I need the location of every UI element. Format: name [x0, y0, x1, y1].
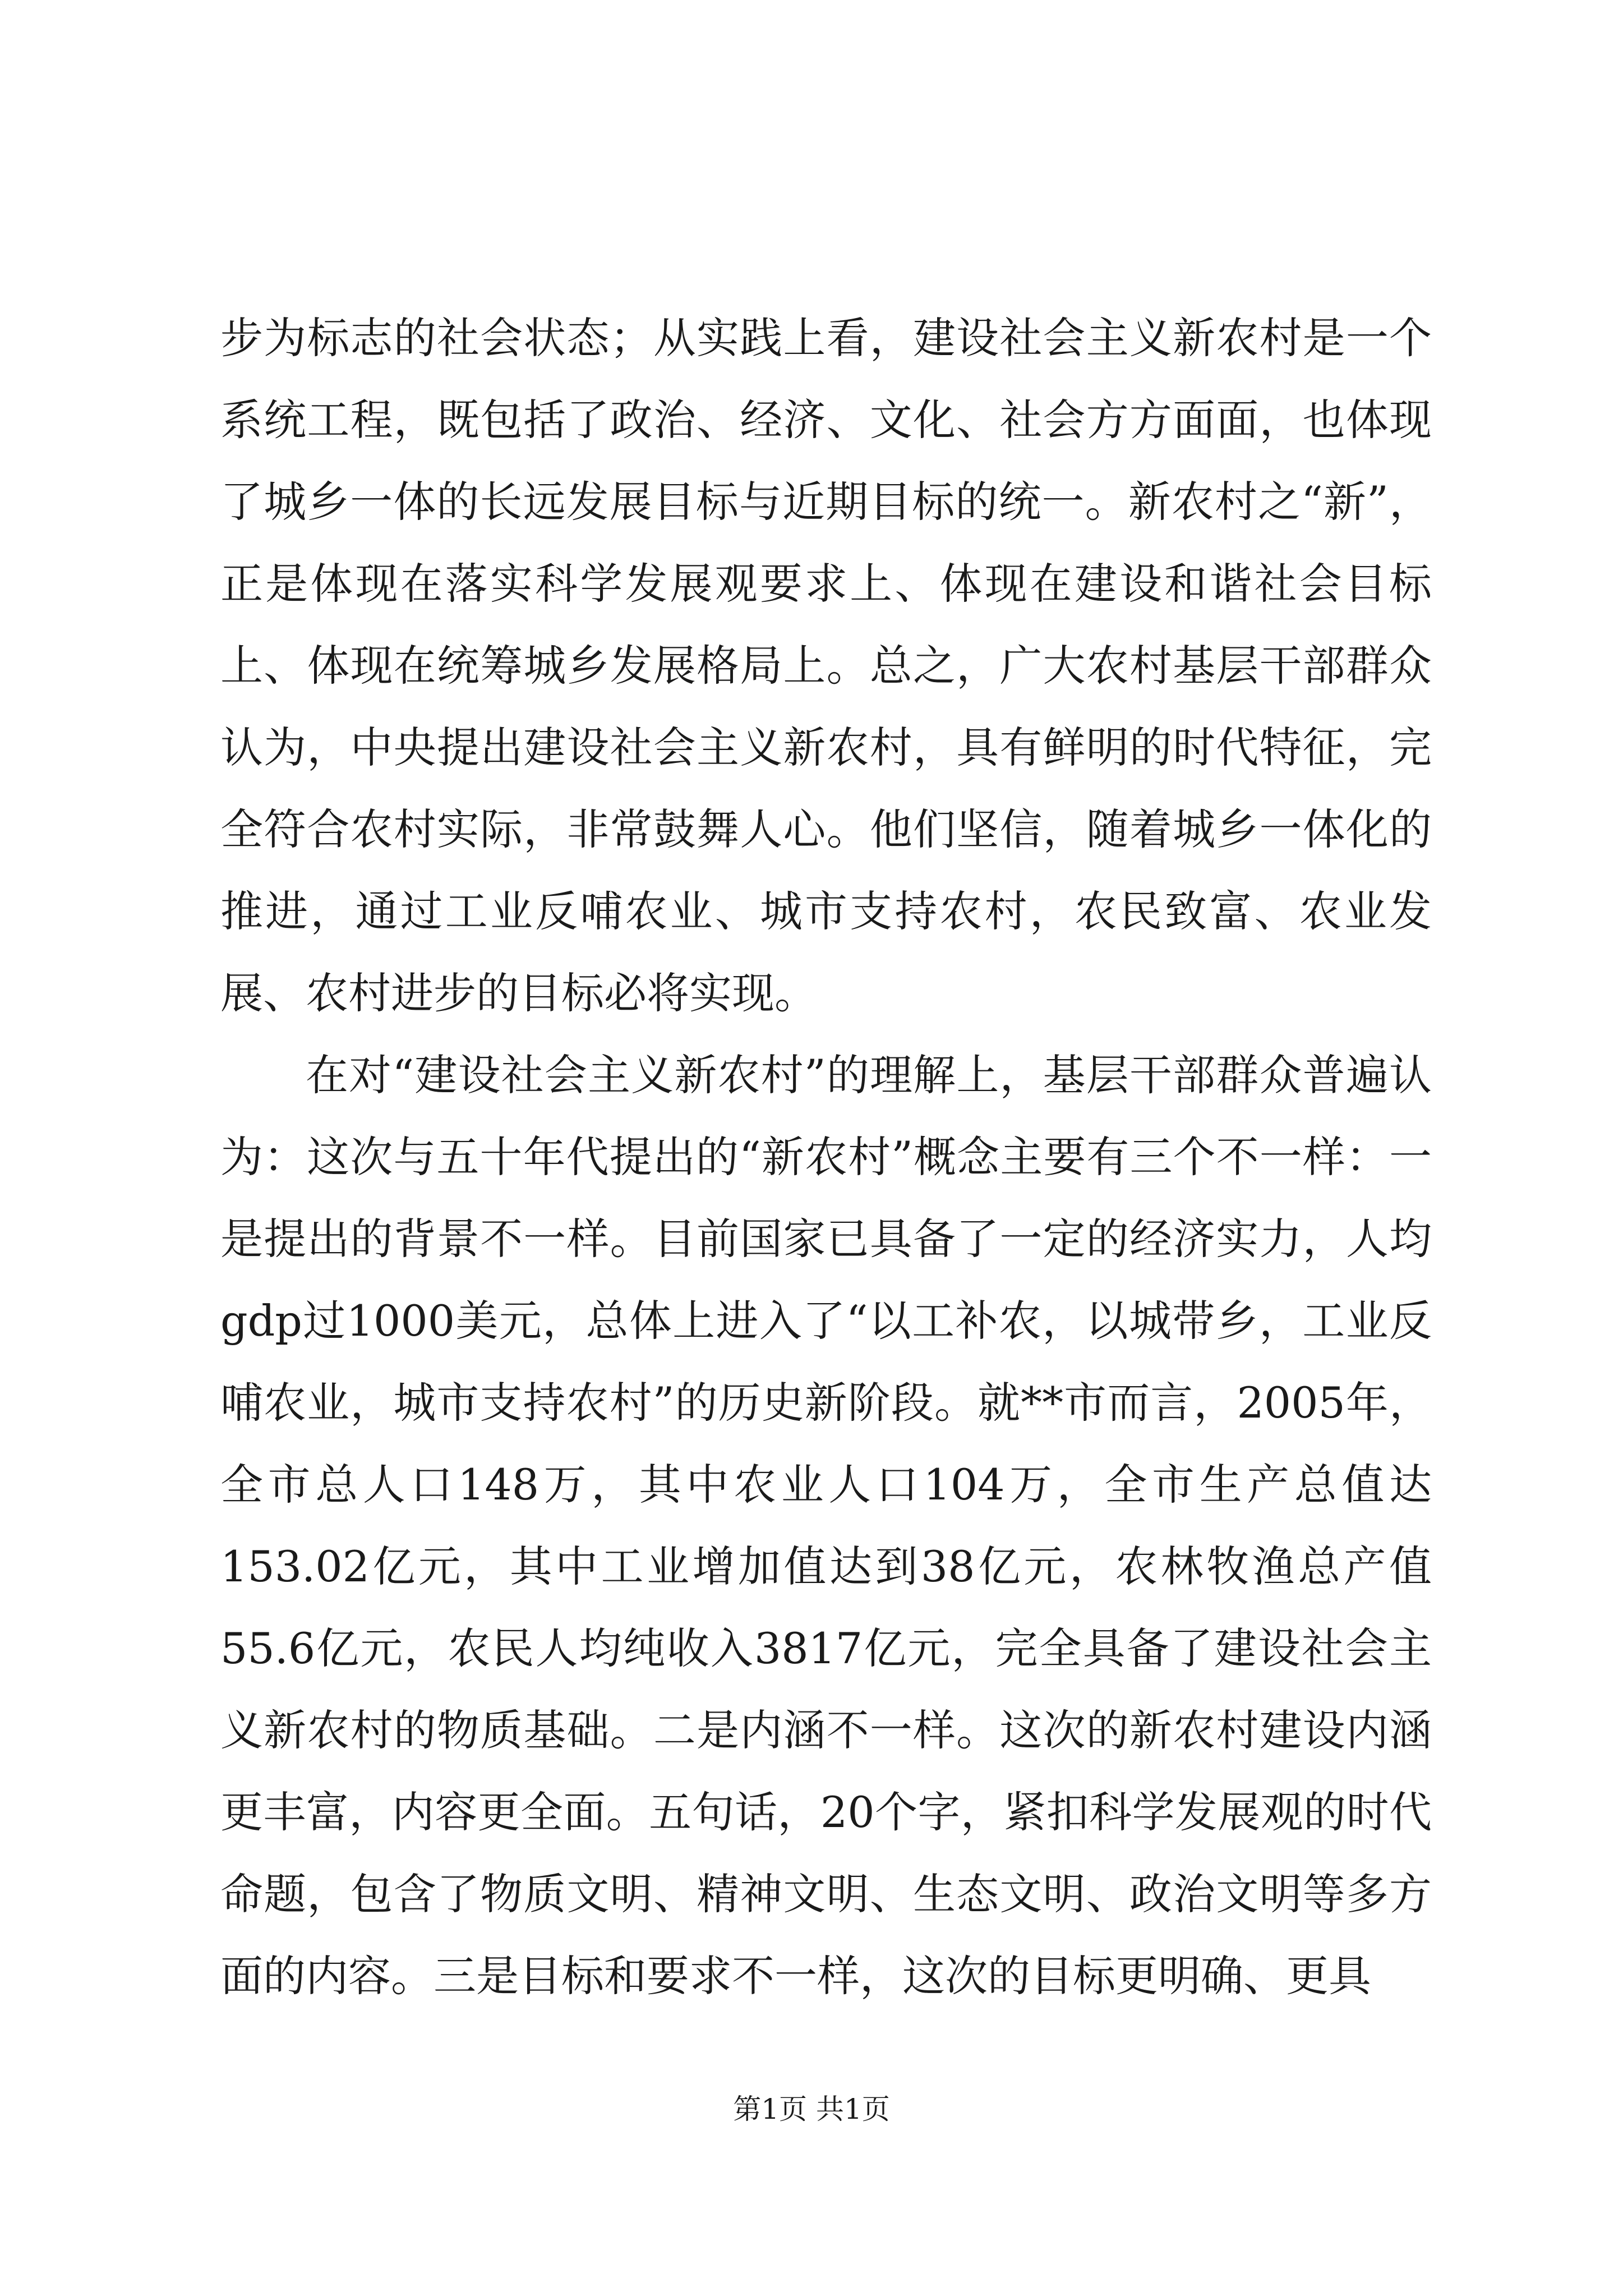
page-footer: 第1页 共1页	[733, 2093, 890, 2125]
document-body	[220, 297, 1432, 2017]
paragraph-1: 步为标志的社会状态；从实践上看，建设社会主义新农村是一个系统工程，既包括了政治、经济、文化、社会方方面面，也体现了城乡一体的长远发展目标与近期目标的统一。新农村之“新”，正是体现在落实科学发展观要求上、体现在建设和谐社会目标上、体现在统筹城乡发展格局上。总之，广大农村基层干部群众认为，中央提出建设社会主义新农村，具有鲜明的时代特征，完全符合农村实际，非常鼓舞人心。他们坚信，随着城乡一体化的推进，通过工业反哺农业、城市支持农村，农民致富、农业发展、农村进步的目标必将实现。	[220, 313, 1432, 1018]
paragraph-2: 在对“建设社会主义新农村”的理解上，基层干部群众普遍认为：这次与五十年代提出的“新农村”概念主要有三个不一样：一是提出的背景不一样。目前国家已具备了一定的经济实力，人均gdp过1000美元，总体上进入了“以工补农，以城带乡，工业反哺农业，城市支持农村”的历史新阶段。就**市而言，2005年，全市总人口148万，其中农业人口104万，全市生产总值达153.02亿元，其中工业增加值达到38亿元，农林牧渔总产值55.6亿元，农民人均纯收入3817亿元，完全具备了建设社会主义新农村的物质基础。二是内涵不一样。这次的新农村建设内涵更丰富，内容更全面。五句话，20个字，紧扣科学发展观的时代命题，包含了物质文明、精神文明、生态文明、政治文明等多方面的内容。三是目标和要求不一样，这次的目标更明确、更具	[220, 1050, 1432, 2001]
